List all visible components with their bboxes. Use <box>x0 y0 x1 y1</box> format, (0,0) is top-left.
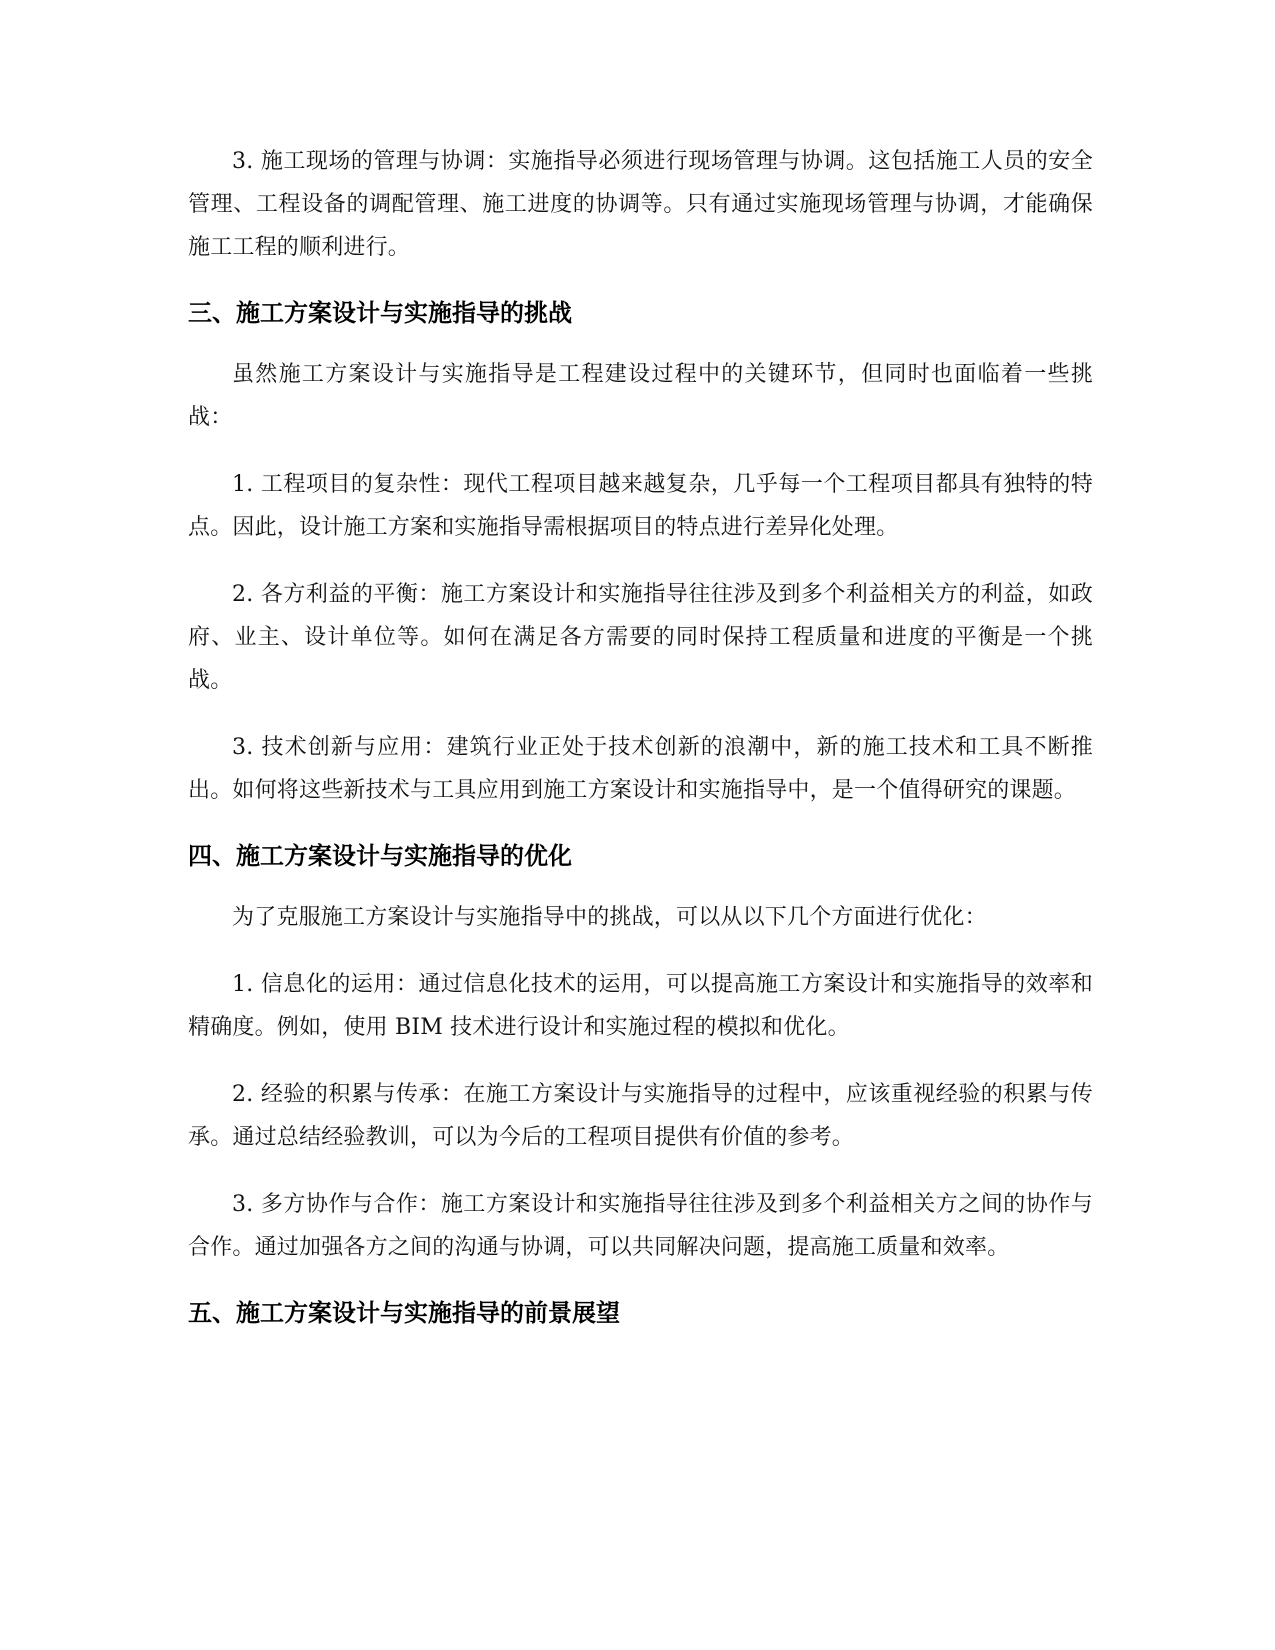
paragraph-informatization: 1. 信息化的运用：通过信息化技术的运用，可以提高施工方案设计和实施指导的效率和精确度。例如，使用 BIM 技术进行设计和实施过程的模拟和优化。 <box>188 972 1093 1040</box>
paragraph-project-complexity: 1. 工程项目的复杂性：现代工程项目越来越复杂，几乎每一个工程项目都具有独特的特点。因此，设计施工方案和实施指导需根据项目的特点进行差异化处理。 <box>188 472 1093 540</box>
paragraph-experience: 2. 经验的积累与传承：在施工方案设计与实施指导的过程中，应该重视经验的积累与传承。通过总结经验教训，可以为今后的工程项目提供有价值的参考。 <box>188 1082 1093 1150</box>
paragraph-challenges-intro: 虽然施工方案设计与实施指导是工程建设过程中的关键环节，但同时也面临着一些挑战： <box>188 362 1093 430</box>
document-body <box>188 140 1093 1353</box>
paragraph-optimization-intro: 为了克服施工方案设计与实施指导中的挑战，可以从以下几个方面进行优化： <box>232 905 987 930</box>
section-heading-optimization: 四、施工方案设计与实施指导的优化 <box>188 842 572 870</box>
paragraph-tech-innovation: 3. 技术创新与应用：建筑行业正处于技术创新的浪潮中，新的施工技术和工具不断推出。如何将这些新技术与工具应用到施工方案设计和实施指导中，是一个值得研究的课题。 <box>188 735 1093 803</box>
paragraph-site-management: 3. 施工现场的管理与协调：实施指导必须进行现场管理与协调。这包括施工人员的安全管理、工程设备的调配管理、施工进度的协调等。只有通过实施现场管理与协调，才能确保施工工程的顺利进行。 <box>188 149 1093 260</box>
paragraph-collaboration: 3. 多方协作与合作：施工方案设计和实施指导往往涉及到多个利益相关方之间的协作与合作。通过加强各方之间的沟通与协调，可以共同解决问题，提高施工质量和效率。 <box>188 1192 1093 1260</box>
section-heading-outlook: 五、施工方案设计与实施指导的前景展望 <box>188 1299 620 1327</box>
paragraph-interest-balance: 2. 各方利益的平衡：施工方案设计和实施指导往往涉及到多个利益相关方的利益，如政府、业主、设计单位等。如何在满足各方需要的同时保持工程质量和进度的平衡是一个挑战。 <box>188 582 1093 693</box>
section-heading-challenges: 三、施工方案设计与实施指导的挑战 <box>188 299 572 327</box>
